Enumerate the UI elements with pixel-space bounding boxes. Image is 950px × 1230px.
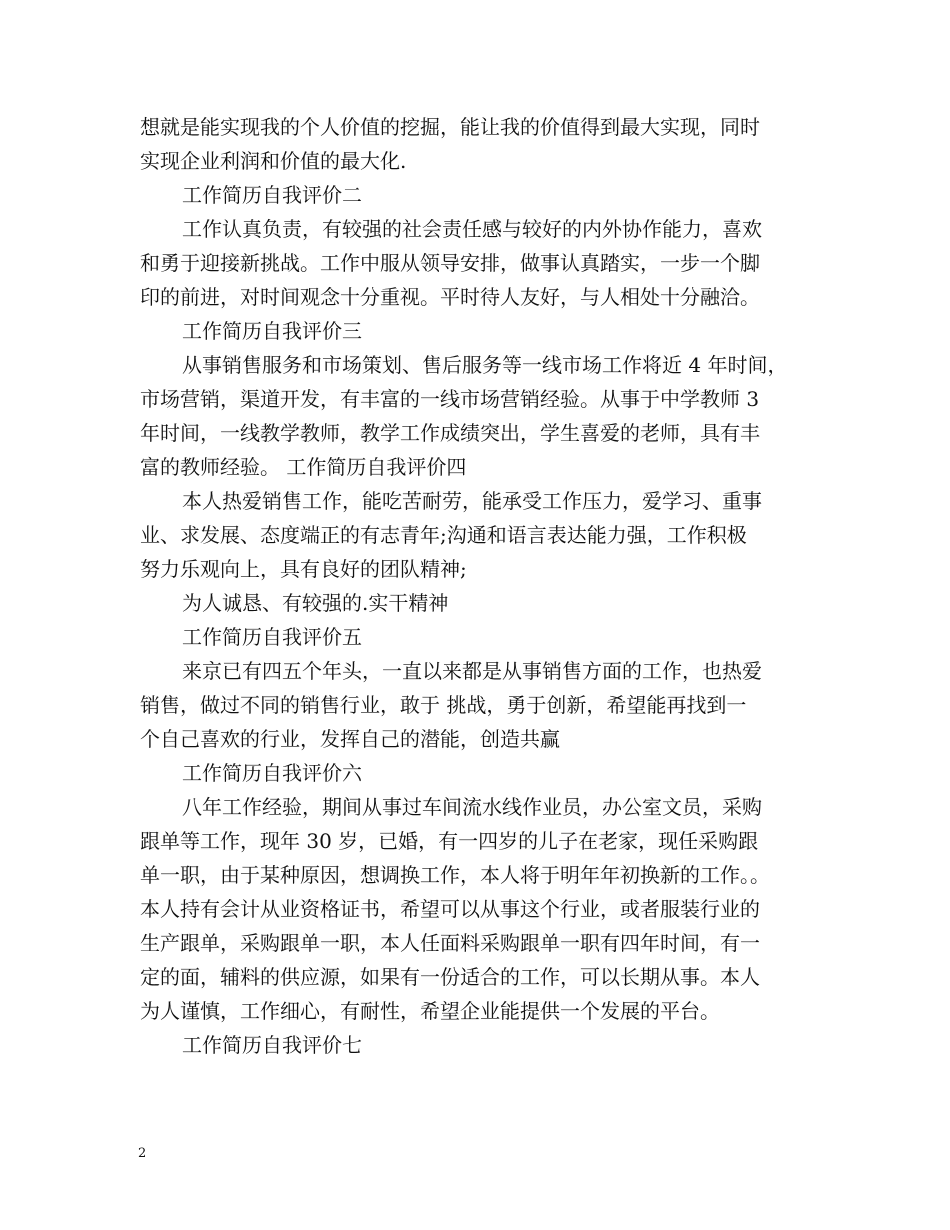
text-line: 工作认真负责，有较强的社会责任感与较好的内外协作能力，喜欢 <box>182 217 762 241</box>
text-line: 工作简历自我评价五 <box>182 625 362 649</box>
page-number: 2 <box>138 1146 147 1161</box>
text-line: 实现企业利润和价值的最大化. <box>140 149 407 173</box>
text-line: 个自己喜欢的行业，发挥自己的潜能，创造共赢 <box>140 727 560 751</box>
text-line: 年时间，一线教学教师，教学工作成绩突出，学生喜爱的老师，具有丰 <box>140 421 760 445</box>
text-line: 工作简历自我评价七 <box>182 1033 362 1057</box>
text-line: 工作简历自我评价三 <box>182 319 362 343</box>
text-line: 为人诚恳、有较强的.实干精神 <box>182 591 449 615</box>
text-line: 富的教师经验。 工作简历自我评价四 <box>140 455 467 479</box>
text-line: 生产跟单，采购跟单一职，本人任面料采购跟单一职有四年时间，有一 <box>140 931 760 955</box>
text-line: 市场营销，渠道开发，有丰富的一线市场营销经验。从事于中学教师 3 <box>140 387 760 411</box>
document-body <box>140 110 820 1062</box>
text-line: 想就是能实现我的个人价值的挖掘，能让我的价值得到最大实现，同时 <box>140 115 760 139</box>
text-line: 工作简历自我评价六 <box>182 761 362 785</box>
text-line: 八年工作经验，期间从事过车间流水线作业员，办公室文员，采购 <box>182 795 762 819</box>
text-line: 工作简历自我评价二 <box>182 183 362 207</box>
text-line: 销售，做过不同的销售行业，敢于 挑战，勇于创新，希望能再找到一 <box>140 693 747 717</box>
text-line: 印的前进，对时间观念十分重视。平时待人友好，与人相处十分融洽。 <box>140 285 760 309</box>
text-line: 定的面，辅料的供应源，如果有一份适合的工作，可以长期从事。本人 <box>140 965 760 989</box>
text-line: 和勇于迎接新挑战。工作中服从领导安排，做事认真踏实，一步一个脚 <box>140 251 760 275</box>
text-line: 来京已有四五个年头，一直以来都是从事销售方面的工作，也热爱 <box>182 659 762 683</box>
text-line: 业、求发展、态度端正的有志青年;沟通和语言表达能力强，工作积极 <box>140 523 747 547</box>
text-line: 单一职，由于某种原因，想调换工作，本人将于明年年初换新的工作。。 <box>140 863 770 887</box>
text-line: 努力乐观向上，具有良好的团队精神; <box>140 557 467 581</box>
text-line: 为人谨慎，工作细心，有耐性，希望企业能提供一个发展的平台。 <box>140 999 720 1023</box>
text-line: 跟单等工作，现年 30 岁，已婚，有一四岁的儿子在老家，现任采购跟 <box>140 829 759 853</box>
text-line: 本人持有会计从业资格证书，希望可以从事这个行业，或者服装行业的 <box>140 897 760 921</box>
text-line: 本人热爱销售工作，能吃苦耐劳，能承受工作压力，爱学习、重事 <box>182 489 762 513</box>
text-line: 从事销售服务和市场策划、售后服务等一线市场工作将近 4 年时间， <box>182 353 788 377</box>
